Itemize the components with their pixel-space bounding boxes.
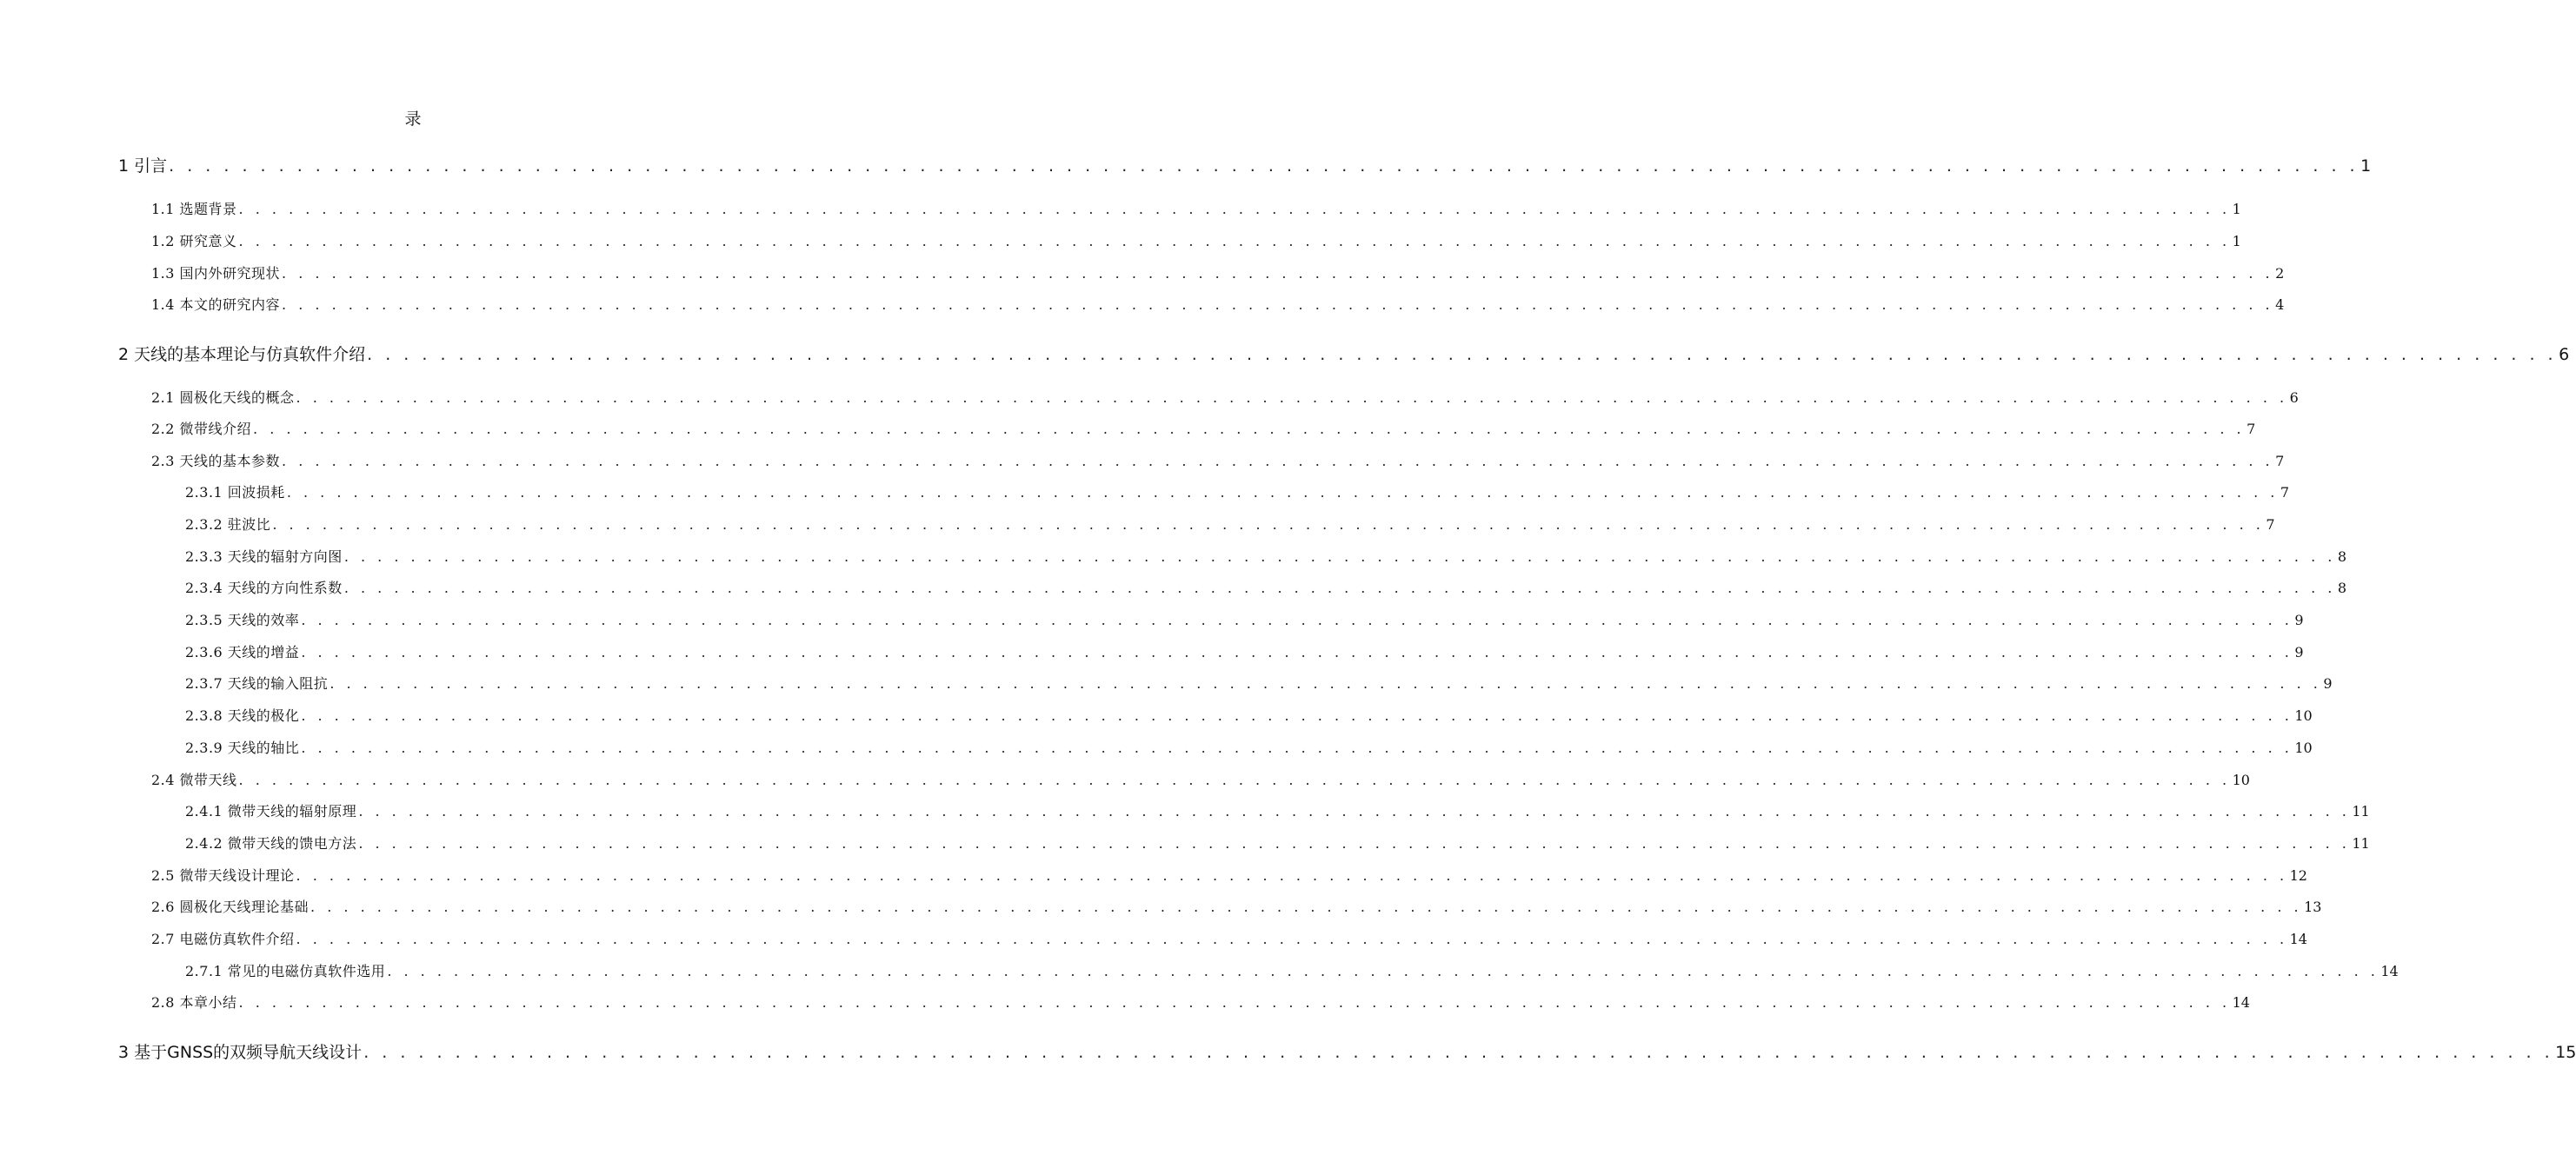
toc-entry[interactable] [185,831,2370,857]
toc-entry[interactable] [151,990,2250,1016]
toc-entry-page-number: 10 [2294,740,2313,756]
dot-leader: . . . . . . . . . . . . . . . . . . . . . . . . . . . . . . . . . . . . . . . . . . . . . . . . . . . . . . . . . . . . . . . . . . . . . . . . . . . . . . . . . . . . . . . . . . . . . . . . . . . . . . . . . . . . . . . . . . . . . . . . [282,296,2274,313]
dot-leader: . . . . . . . . . . . . . . . . . . . . . . . . . . . . . . . . . . . . . . . . . . . . . . . . . . . . . . . . . . . . . . . . . . . . . . . . . . . . . . . . . . . . . . . . . . . . . . . . . . . . . . . . . . . . . . . . . . . . . . . . [286,484,2279,501]
toc-entry-page-number: 9 [2323,675,2333,692]
toc-entry-page-number: 4 [2275,296,2285,313]
toc-entry-title: 2.3.7 天线的输入阻抗 [185,675,329,692]
toc-entry-title: 2.2 微带线介绍 [151,421,252,437]
toc-entry-title: 2.7 电磁仿真软件介绍 [151,931,295,947]
toc-entry-title: 1.1 选题背景 [151,201,237,217]
toc-entry-title: 3 基于GNSS的双频导航天线设计 [118,1043,363,1062]
dot-leader: . . . . . . . . . . . . . . . . . . . . . . . . . . . . . . . . . . . . . . . . . . . . . . . . . . . . . . . . . . . . . . . . . . . . . . . . . . . . . . . . . . . . . . . . . . . . . . . . . . . . . . . . . . . . . . . . . . . . . . . . [310,899,2303,915]
toc-entry-page-number: 11 [2352,803,2370,820]
toc-entry-page-number: 14 [2289,931,2307,947]
toc-entry[interactable] [118,153,2372,179]
toc-entry-page-number: 2 [2275,265,2285,282]
toc-entry-page-number: 7 [2247,421,2256,437]
toc-entry[interactable] [151,292,2285,318]
toc-entry[interactable] [118,1039,2576,1065]
toc-entry-page-number: 1 [2232,233,2241,249]
toc-entry-page-number: 10 [2294,707,2313,724]
toc-entry-page-number: 1 [2232,201,2241,217]
toc-entry[interactable] [151,385,2299,411]
toc-entry[interactable] [151,261,2285,287]
toc-entry[interactable] [151,448,2285,474]
toc-entry[interactable] [185,703,2313,729]
toc-entry[interactable] [185,512,2275,538]
toc-entry-title: 2.3.5 天线的效率 [185,612,300,628]
toc-entry-page-number: 7 [2275,453,2285,469]
dot-leader: . . . . . . . . . . . . . . . . . . . . . . . . . . . . . . . . . . . . . . . . . . . . . . . . . . . . . . . . . . . . . . . . . . . . . . . . . . . . . . . . . . . . . . . . . . . . . . . . . . . . . . . . . . . . . . . . . . . . . . . . [238,772,2231,788]
toc-entry-page-number: 6 [2289,389,2299,406]
dot-leader: . . . . . . . . . . . . . . . . . . . . . . . . . . . . . . . . . . . . . . . . . . . . . . . . . . . . . . . . . . . . . . . . . . . . . . . . . . . . . . . . . . . . . . . . . . . . . . . . . . . . . . . . . . . . . . . . . . . . . . . . [272,516,2265,533]
dot-leader: . . . . . . . . . . . . . . . . . . . . . . . . . . . . . . . . . . . . . . . . . . . . . . . . . . . . . . . . . . . . . . . . . . . . . . . . . . . . . . . . . . . . . . . . . . . . . . . . . . . . . . . . . . . . . . . . . . . . . . . . [238,994,2231,1011]
toc-entry-title: 2.8 本章小结 [151,994,237,1011]
dot-leader: . . . . . . . . . . . . . . . . . . . . . . . . . . . . . . . . . . . . . . . . . . . . . . . . . . . . . . . . . . . . . . . . . . . . . . . . . . . . . . . . . . . . . . . . . . . . . . . . . . . . . . . . . . . . . . . . . . . . . . . . [329,675,2322,692]
toc-entry-page-number: 13 [2304,899,2322,915]
toc-heading: 录 [404,110,422,129]
toc-entry-title: 2.4.1 微带天线的辐射原理 [185,803,357,820]
dot-leader: . . . . . . . . . . . . . . . . . . . . . . . . . . . . . . . . . . . . . . . . . . . . . . . . . . . . . . . . . . . . . . . . . . . . . . . . . . . . . . . . . . . . . . . . . . . . . . . . . . . . . . . . . . . . . . . . . . . . . . . . [253,421,2246,437]
dot-leader: . . . . . . . . . . . . . . . . . . . . . . . . . . . . . . . . . . . . . . . . . . . . . . . . . . . . . . . . . . . . . . . . . . . . . . . . . . . . . . . . . . . . . . . . . . . . . . . . . . . . . . . . . . . . . . . . . . . . . . . . [363,1043,2554,1062]
toc-entry[interactable] [185,671,2333,697]
toc-entry-page-number: 9 [2294,612,2304,628]
toc-entry-page-number: 9 [2294,644,2304,660]
toc-entry-title: 2.3.9 天线的轴比 [185,740,300,756]
toc-entry-title: 2.1 圆极化天线的概念 [151,389,295,406]
toc-entry[interactable] [185,575,2347,601]
toc-entry-page-number: 6 [2559,345,2570,364]
toc-entry-page-number: 7 [2266,516,2275,533]
dot-leader: . . . . . . . . . . . . . . . . . . . . . . . . . . . . . . . . . . . . . . . . . . . . . . . . . . . . . . . . . . . . . . . . . . . . . . . . . . . . . . . . . . . . . . . . . . . . . . . . . . . . . . . . . . . . . . . . . . . . . . . . [301,707,2293,724]
dot-leader: . . . . . . . . . . . . . . . . . . . . . . . . . . . . . . . . . . . . . . . . . . . . . . . . . . . . . . . . . . . . . . . . . . . . . . . . . . . . . . . . . . . . . . . . . . . . . . . . . . . . . . . . . . . . . . . . . . . . . . . . [238,201,2231,217]
toc-entry[interactable] [185,480,2290,506]
toc-entry-title: 2.3.8 天线的极化 [185,707,300,724]
toc-entry-title: 2.3.3 天线的辐射方向图 [185,548,343,565]
dot-leader: . . . . . . . . . . . . . . . . . . . . . . . . . . . . . . . . . . . . . . . . . . . . . . . . . . . . . . . . . . . . . . . . . . . . . . . . . . . . . . . . . . . . . . . . . . . . . . . . . . . . . . . . . . . . . . . . . . . . . . . . [296,389,2288,406]
toc-entry-title: 2.3.2 驻波比 [185,516,271,533]
toc-entry-title: 2.3.6 天线的增益 [185,644,300,660]
dot-leader: . . . . . . . . . . . . . . . . . . . . . . . . . . . . . . . . . . . . . . . . . . . . . . . . . . . . . . . . . . . . . . . . . . . . . . . . . . . . . . . . . . . . . . . . . . . . . . . . . . . . . . . . . . . . . . . . . . . . . . . . [358,835,2351,852]
toc-entry[interactable] [151,196,2241,222]
toc-entry[interactable] [151,894,2322,920]
toc-entry[interactable] [151,926,2307,952]
toc-entry-page-number: 8 [2337,548,2347,565]
toc-entry[interactable] [185,959,2399,985]
dot-leader: . . . . . . . . . . . . . . . . . . . . . . . . . . . . . . . . . . . . . . . . . . . . . . . . . . . . . . . . . . . . . . . . . . . . . . . . . . . . . . . . . . . . . . . . . . . . . . . . . . . . . . . . . . . . . . . . . . . . . . . . [296,931,2288,947]
toc-entry-title: 1.3 国内外研究现状 [151,265,281,282]
toc-entry-page-number: 14 [2232,994,2250,1011]
dot-leader: . . . . . . . . . . . . . . . . . . . . . . . . . . . . . . . . . . . . . . . . . . . . . . . . . . . . . . . . . . . . . . . . . . . . . . . . . . . . . . . . . . . . . . . . . . . . . . . . . . . . . . . . . . . . . . . . . . . . . . . . [387,963,2380,979]
dot-leader: . . . . . . . . . . . . . . . . . . . . . . . . . . . . . . . . . . . . . . . . . . . . . . . . . . . . . . . . . . . . . . . . . . . . . . . . . . . . . . . . . . . . . . . . . . . . . . . . . . . . . . . . . . . . . . . . . . . . . . . . [301,740,2293,756]
toc-entry-page-number: 10 [2232,772,2250,788]
toc-entry[interactable] [151,863,2307,889]
dot-leader: . . . . . . . . . . . . . . . . . . . . . . . . . . . . . . . . . . . . . . . . . . . . . . . . . . . . . . . . . . . . . . . . . . . . . . . . . . . . . . . . . . . . . . . . . . . . . . . . . . . . . . . . . . . . . . . . . . . . . . . . [301,644,2293,660]
toc-entry-title: 2.4 微带天线 [151,772,237,788]
dot-leader: . . . . . . . . . . . . . . . . . . . . . . . . . . . . . . . . . . . . . . . . . . . . . . . . . . . . . . . . . . . . . . . . . . . . . . . . . . . . . . . . . . . . . . . . . . . . . . . . . . . . . . . . . . . . . . . . . . . . . . . . [296,867,2288,884]
toc-entry-page-number: 1 [2360,156,2372,176]
dot-leader: . . . . . . . . . . . . . . . . . . . . . . . . . . . . . . . . . . . . . . . . . . . . . . . . . . . . . . . . . . . . . . . . . . . . . . . . . . . . . . . . . . . . . . . . . . . . . . . . . . . . . . . . . . . . . . . . . . . . . . . . [343,580,2336,596]
dot-leader: . . . . . . . . . . . . . . . . . . . . . . . . . . . . . . . . . . . . . . . . . . . . . . . . . . . . . . . . . . . . . . . . . . . . . . . . . . . . . . . . . . . . . . . . . . . . . . . . . . . . . . . . . . . . . . . . . . . . . . . . [358,803,2351,820]
toc-entry-page-number: 12 [2289,867,2307,884]
toc-entry-title: 1.4 本文的研究内容 [151,296,281,313]
toc-entry[interactable] [185,544,2347,570]
toc-entry-title: 2 天线的基本理论与仿真软件介绍 [118,345,366,364]
dot-leader: . . . . . . . . . . . . . . . . . . . . . . . . . . . . . . . . . . . . . . . . . . . . . . . . . . . . . . . . . . . . . . . . . . . . . . . . . . . . . . . . . . . . . . . . . . . . . . . . . . . . . . . . . . . . . . . . . . . . . . . . [169,156,2360,176]
toc-entry-page-number: 11 [2352,835,2370,852]
toc-entry[interactable] [185,640,2304,666]
toc-entry[interactable] [185,735,2313,761]
dot-leader: . . . . . . . . . . . . . . . . . . . . . . . . . . . . . . . . . . . . . . . . . . . . . . . . . . . . . . . . . . . . . . . . . . . . . . . . . . . . . . . . . . . . . . . . . . . . . . . . . . . . . . . . . . . . . . . . . . . . . . . . [367,345,2558,364]
toc-entry[interactable] [185,799,2370,825]
dot-leader: . . . . . . . . . . . . . . . . . . . . . . . . . . . . . . . . . . . . . . . . . . . . . . . . . . . . . . . . . . . . . . . . . . . . . . . . . . . . . . . . . . . . . . . . . . . . . . . . . . . . . . . . . . . . . . . . . . . . . . . . [343,548,2336,565]
toc-entry-title: 2.3.1 回波损耗 [185,484,285,501]
toc-entry-title: 2.7.1 常见的电磁仿真软件选用 [185,963,386,979]
toc-entry-title: 1.2 研究意义 [151,233,237,249]
dot-leader: . . . . . . . . . . . . . . . . . . . . . . . . . . . . . . . . . . . . . . . . . . . . . . . . . . . . . . . . . . . . . . . . . . . . . . . . . . . . . . . . . . . . . . . . . . . . . . . . . . . . . . . . . . . . . . . . . . . . . . . . [238,233,2231,249]
dot-leader: . . . . . . . . . . . . . . . . . . . . . . . . . . . . . . . . . . . . . . . . . . . . . . . . . . . . . . . . . . . . . . . . . . . . . . . . . . . . . . . . . . . . . . . . . . . . . . . . . . . . . . . . . . . . . . . . . . . . . . . . [282,265,2274,282]
toc-entry-page-number: 15 [2555,1043,2576,1062]
toc-entry-title: 1 引言 [118,156,168,176]
toc-entry-page-number: 8 [2337,580,2347,596]
dot-leader: . . . . . . . . . . . . . . . . . . . . . . . . . . . . . . . . . . . . . . . . . . . . . . . . . . . . . . . . . . . . . . . . . . . . . . . . . . . . . . . . . . . . . . . . . . . . . . . . . . . . . . . . . . . . . . . . . . . . . . . . [282,453,2274,469]
toc-entry-page-number: 14 [2380,963,2399,979]
toc-entry[interactable] [151,416,2256,442]
toc-entry-title: 2.4.2 微带天线的馈电方法 [185,835,357,852]
toc-entry[interactable] [151,767,2250,793]
toc-entry[interactable] [151,229,2241,255]
toc-entry[interactable] [185,607,2304,634]
toc-entry-title: 2.5 微带天线设计理论 [151,867,295,884]
toc-entry-page-number: 7 [2280,484,2290,501]
toc-entry[interactable] [118,342,2570,368]
toc-entry-title: 2.6 圆极化天线理论基础 [151,899,310,915]
toc-entry-title: 2.3.4 天线的方向性系数 [185,580,343,596]
dot-leader: . . . . . . . . . . . . . . . . . . . . . . . . . . . . . . . . . . . . . . . . . . . . . . . . . . . . . . . . . . . . . . . . . . . . . . . . . . . . . . . . . . . . . . . . . . . . . . . . . . . . . . . . . . . . . . . . . . . . . . . . [301,612,2293,628]
toc-entry-title: 2.3 天线的基本参数 [151,453,281,469]
